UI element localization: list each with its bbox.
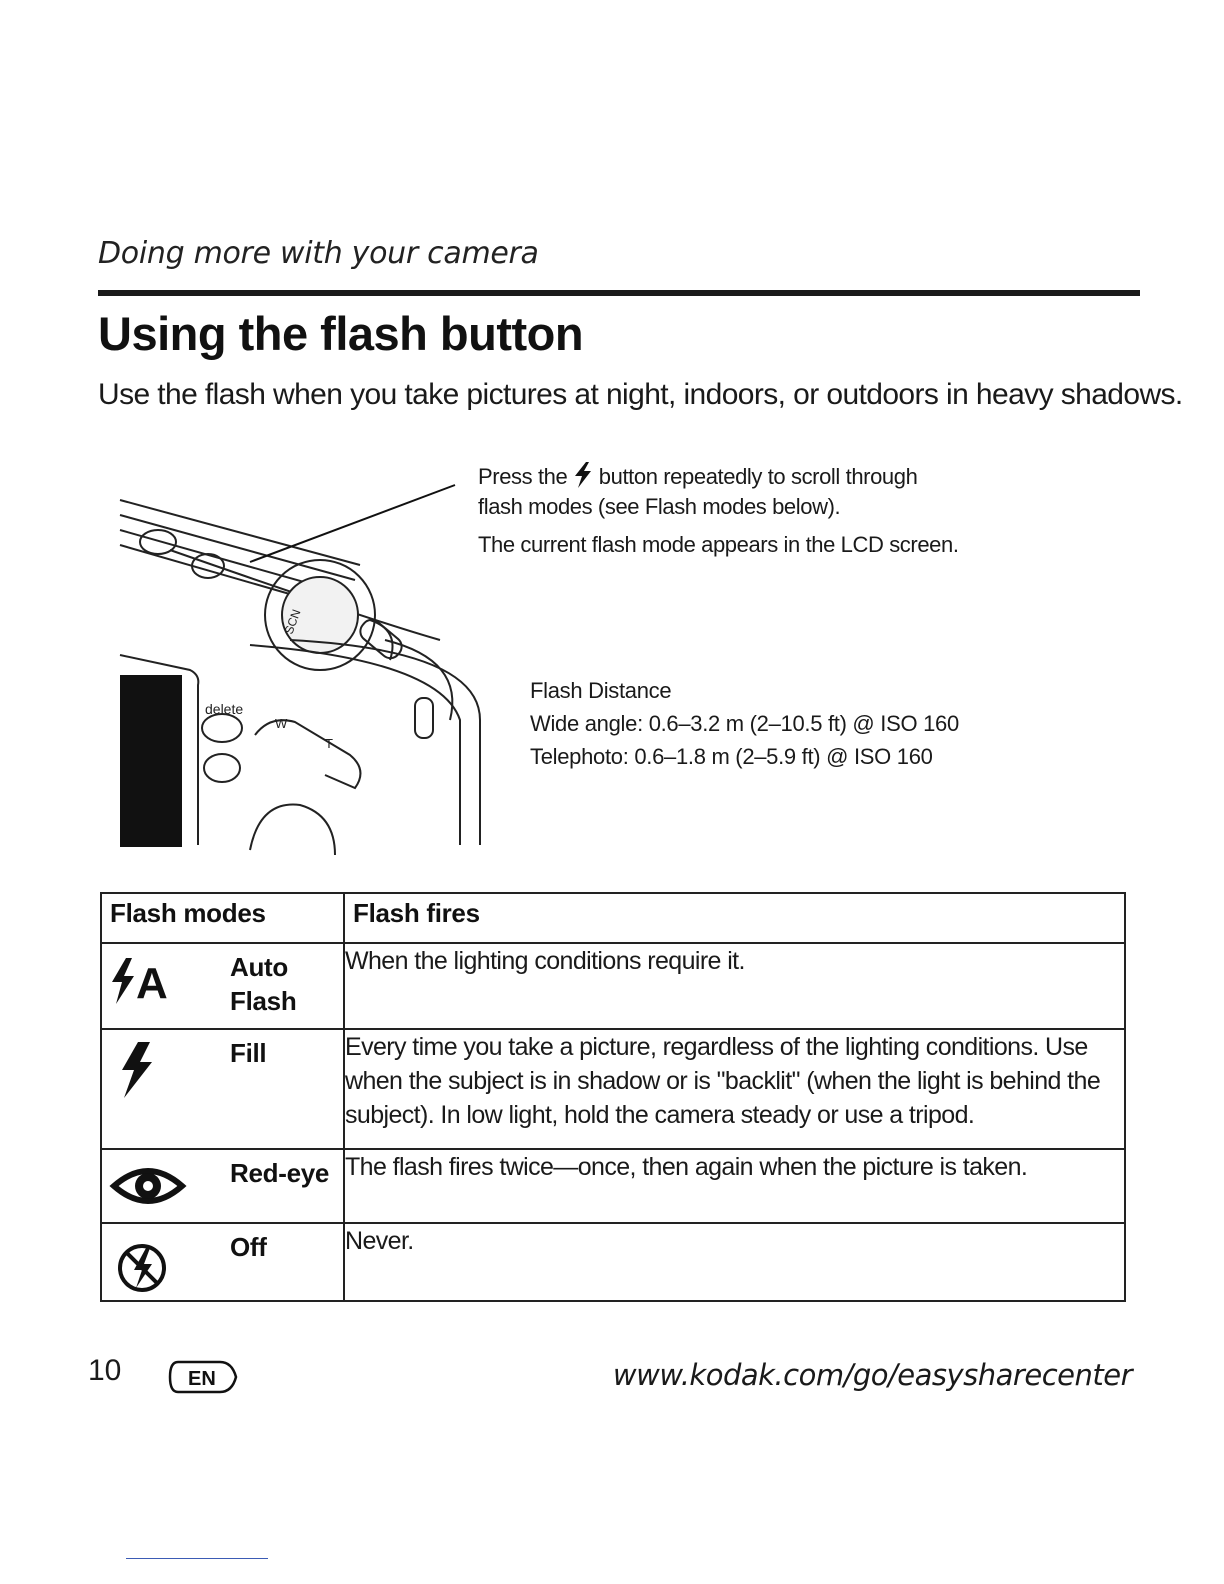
language-badge [168,1360,238,1394]
flash-distance-wide: Wide angle: 0.6–3.2 m (2–10.5 ft) @ ISO 160 [530,711,959,736]
flash-icon [573,462,593,488]
press-after-text: button repeatedly to scroll through [598,464,918,489]
header-flash-fires: Flash fires [344,893,1125,943]
table-row [101,1223,1125,1301]
svg-text:A: A [136,959,168,1008]
mode-cell-red-eye [101,1149,344,1223]
mode-label-fill: Fill [230,1038,267,1068]
table-row [101,943,1125,1029]
flash-distance-heading: Flash Distance [530,678,672,703]
fires-cell-auto: When the lighting conditions require it. [344,943,1125,1029]
tele-label: T [325,736,333,751]
table-row [101,1149,1125,1223]
wide-label: W [275,716,288,731]
page-number: 10 [88,1354,122,1387]
svg-text:EN: EN [188,1368,216,1390]
fires-cell-red-eye: The flash fires twice—once, then again when the picture is taken. [344,1149,1125,1223]
mode-label-off: Off [230,1232,267,1262]
intro-paragraph: Use the flash when you take pictures at night, indoors, or outdoors in heavy shadows. [98,378,1183,411]
fires-cell-fill: Every time you take a picture, regardless of the lighting conditions. Use when the subject is in shadow or is "backlit" (when the light is behind the subject). In low light, hold the camera steady or use a tripod. [344,1029,1125,1149]
current-mode-note: The current flash mode appears in the LCD screen. [478,532,959,557]
header-rule [98,290,1140,296]
flash-modes-table [100,892,1126,1302]
mode-cell-fill [101,1029,344,1149]
fires-cell-off: Never. [344,1223,1125,1301]
table-row [101,1029,1125,1149]
mode-label-red-eye: Red-eye [230,1158,330,1188]
page-title: Using the flash button [98,307,584,360]
flash-button-callout [478,462,978,568]
header-flash-modes: Flash modes [101,893,344,943]
running-head: Doing more with your camera [98,236,539,271]
flash-off-icon [108,1236,188,1296]
footer-url-link[interactable]: www.kodak.com/go/easysharecenter [612,1358,1132,1392]
scn-label: SCN [281,607,304,637]
mode-label-auto: Auto Flash [230,952,297,1016]
bottom-divider [126,1558,268,1559]
mode-cell-auto [101,943,344,1029]
press-instruction [478,462,978,522]
flash-distance-tele: Telephoto: 0.6–1.8 m (2–5.9 ft) @ ISO 160 [530,744,933,769]
flash-distance-block [530,674,1010,773]
press-before-text: Press the [478,464,568,489]
delete-label: delete [205,701,244,717]
mode-cell-off [101,1223,344,1301]
press-line-2: flash modes (see Flash modes below). [478,494,841,519]
auto-flash-icon [108,950,188,1010]
red-eye-icon [108,1156,188,1216]
table-header-row [101,893,1125,943]
fill-flash-icon [108,1040,188,1100]
